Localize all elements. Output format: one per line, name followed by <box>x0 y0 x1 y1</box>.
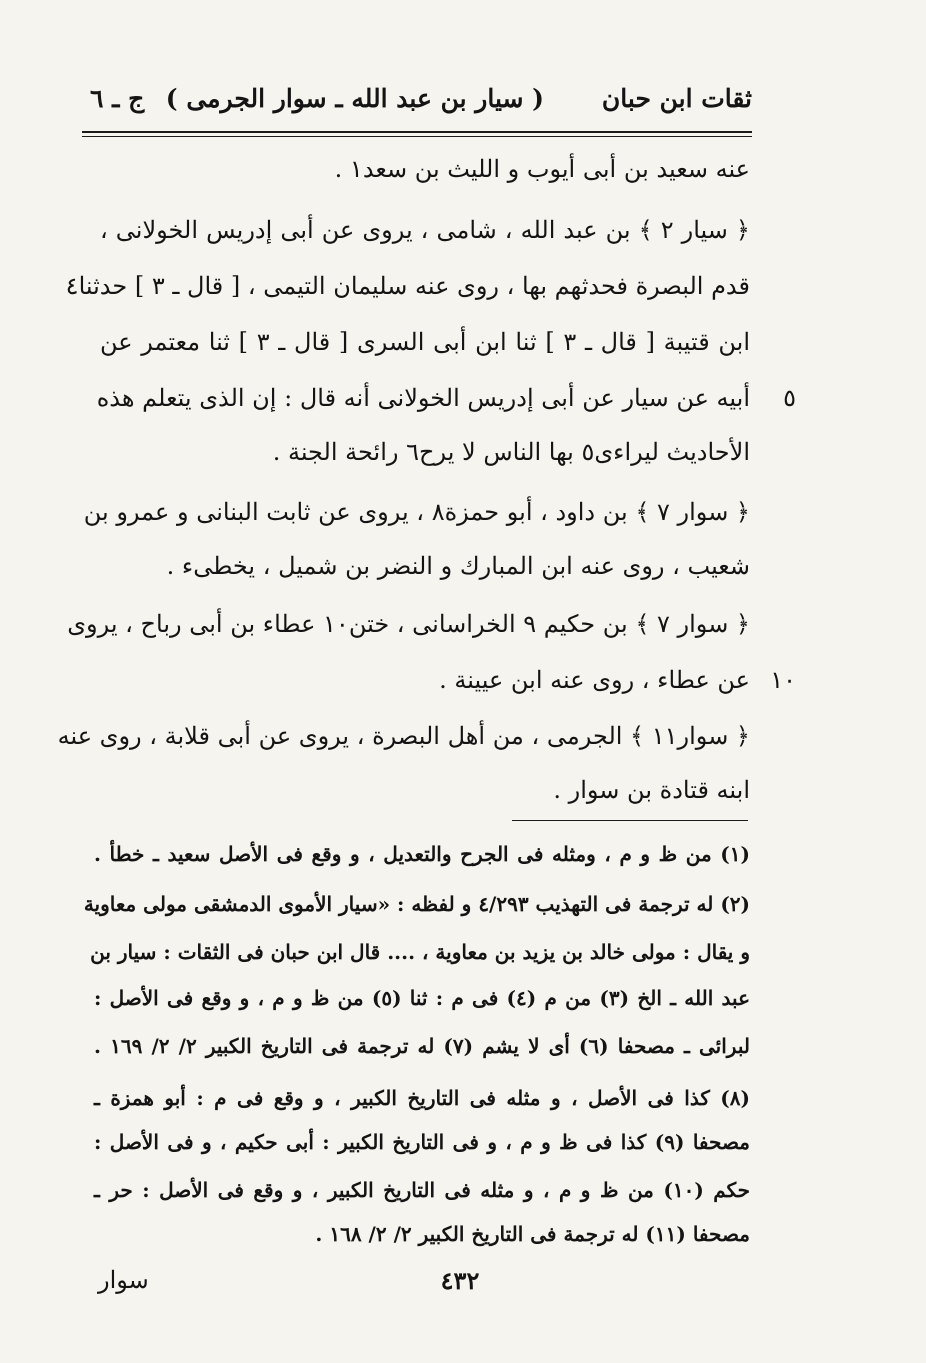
footnote-line: (٨) كذا فى الأصل ، و مثله فى التاريخ الكبير ، و وقع فى م : أبو همزة ـ <box>94 1086 750 1110</box>
line-number: ٥ <box>783 384 796 412</box>
page-number: ٤٣٢ <box>440 1266 480 1295</box>
text-line: أبيه عن سيار عن أبى إدريس الخولانى أنه قال : إن الذى يتعلم هذه <box>96 384 750 412</box>
text-line: ﴿ سوار ٧ ﴾ بن حكيم ٩ الخراسانى ، ختن١٠ عطاء بن أبى رباح ، يروى <box>67 610 750 638</box>
text-line: ابنه قتادة بن سوار . <box>553 776 750 804</box>
header-rule <box>82 131 752 137</box>
footnote-line: (٢) له ترجمة فى التهذيب ٤/٢٩٣ و لفظه : «سيار الأموى الدمشقى مولى معاوية <box>83 892 750 916</box>
text-line: عن عطاء ، روى عنه ابن عيينة . <box>439 666 750 694</box>
footnote-rule <box>512 820 748 821</box>
footnote-line: مصحفا (١١) له ترجمة فى التاريخ الكبير ٢/ ٢/ ١٦٨ . <box>315 1222 750 1246</box>
text-line: شعيب ، روى عنه ابن المبارك و النضر بن شميل ، يخطىء . <box>166 552 750 580</box>
footnote-line: لبرائى ـ مصحفا (٦) أى لا يشم (٧) له ترجمة فى التاريخ الكبير ٢/ ٢/ ١٦٩ . <box>94 1034 750 1058</box>
text-line: ابن قتيبة [ قال ـ ٣ ] ثنا ابن أبى السرى [ قال ـ ٣ ] ثنا معتمر عن <box>100 328 750 356</box>
line-number: ١٠ <box>770 666 796 694</box>
text-line: ﴿ سيار ٢ ﴾ بن عبد الله ، شامى ، يروى عن أبى إدريس الخولانى ، <box>100 216 750 244</box>
text-line: الأحاديث ليراءى٥ بها الناس لا يرح٦ رائحة الجنة . <box>272 438 750 466</box>
text-line: ﴿ سوار ٧ ﴾ بن داود ، أبو حمزة٨ ، يروى عن ثابت البنانى و عمرو بن <box>83 498 750 526</box>
text-line: ﴿ سوار١١ ﴾ الجرمى ، من أهل البصرة ، يروى عن أبى قلابة ، روى عنه <box>57 722 750 750</box>
book-title: ثقات ابن حبان <box>601 84 752 113</box>
section-heading: ( سيار بن عبد الله ـ سوار الجرمى ) <box>165 84 544 113</box>
text-line: قدم البصرة فحدثهم بها ، روى عنه سليمان التيمى ، [ قال ـ ٣ ] حدثنا٤ <box>65 272 750 300</box>
footnote-line: عبد الله ـ الخ (٣) من م (٤) فى م : ثنا (٥) من ظ و م ، و وقع فى الأصل : <box>94 986 751 1010</box>
footnote-line: (١) من ظ و م ، ومثله فى الجرح والتعديل ، و وقع فى الأصل سعيد ـ خطأ . <box>94 842 750 866</box>
volume-number: ج ـ ٦ <box>90 84 145 113</box>
footnote-line: مصحفا (٩) كذا فى ظ و م ، و فى التاريخ الكبير : أبى حكيم ، و فى الأصل : <box>94 1130 750 1154</box>
page-header <box>90 78 752 122</box>
catchword: سوار <box>98 1266 149 1294</box>
footnote-line: و يقال : مولى خالد بن يزيد بن معاوية ، .... قال ابن حبان فى الثقات : سيار بن <box>90 940 750 964</box>
text-line: عنه سعيد بن أبى أيوب و الليث بن سعد١ . <box>334 155 750 183</box>
footnote-line: حكم (١٠) من ظ و م ، و مثله فى التاريخ الكبير ، و وقع فى الأصل : حر ـ <box>94 1178 750 1202</box>
